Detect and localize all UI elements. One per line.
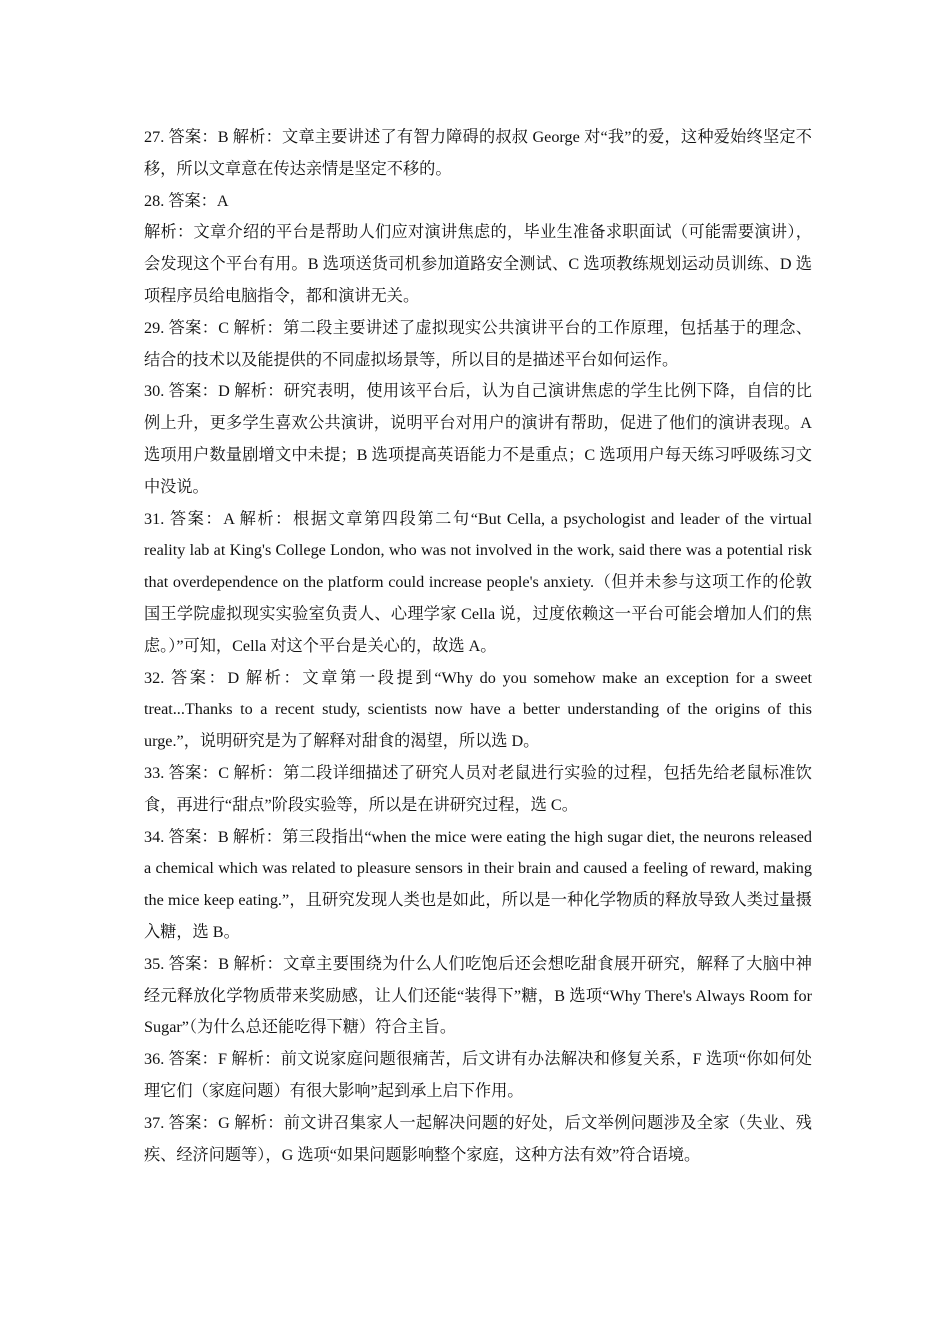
answer-34: 34. 答案：B 解析：第三段指出“when the mice were eating the high sugar diet, the neurons released a chemical which was related to pleasure sensors in their brain and caused a feeling of reward, making the mice keep eating.”，且研究发现人类也是如此，所以是一种化学物质的释放导致人类过量摄入糖，选 B。 bbox=[144, 827, 812, 941]
answer-28-explanation: 解析：文章介绍的平台是帮助人们应对演讲焦虑的，毕业生准备求职面试（可能需要演讲），会发现这个平台有用。B 选项送货司机参加道路安全测试、C 选项教练规划运动员训练、D 选项程序员给电脑指令，都和演讲无关。 bbox=[144, 223, 812, 305]
answer-35: 35. 答案：B 解析：文章主要围绕为什么人们吃饱后还会想吃甜食展开研究，解释了大脑中神经元释放化学物质带来奖励感，让人们还能“装得下”糖，B 选项“Why There's Always Room for Sugar”（为什么总还能吃得下糖）符合主旨。 bbox=[144, 954, 812, 1037]
answer-30: 30. 答案：D 解析：研究表明，使用该平台后，认为自己演讲焦虑的学生比例下降，自信的比例上升，更多学生喜欢公共演讲，说明平台对用户的演讲有帮助，促进了他们的演讲表现。A 选项用户数量剧增文中未提；B 选项提高英语能力不是重点；C 选项用户每天练习呼吸练习文中没说。 bbox=[144, 382, 812, 496]
answer-37: 37. 答案：G 解析：前文讲召集家人一起解决问题的好处，后文举例问题涉及全家（失业、残疾、经济问题等），G 选项“如果问题影响整个家庭，这种方法有效”符合语境。 bbox=[144, 1113, 812, 1164]
answer-27: 27. 答案：B 解析：文章主要讲述了有智力障碍的叔叔 George 对“我”的爱，这种爱始终坚定不移，所以文章意在传达亲情是坚定不移的。 bbox=[144, 128, 812, 178]
answer-36: 36. 答案：F 解析：前文说家庭问题很痛苦，后文讲有办法解决和修复关系，F 选项“你如何处理它们（家庭问题）有很大影响”起到承上启下作用。 bbox=[144, 1050, 812, 1100]
answer-explanations bbox=[144, 122, 812, 1171]
answer-29: 29. 答案：C 解析：第二段主要讲述了虚拟现实公共演讲平台的工作原理，包括基于的理念、结合的技术以及能提供的不同虚拟场景等，所以目的是描述平台如何运作。 bbox=[144, 318, 812, 369]
answer-33: 33. 答案：C 解析：第二段详细描述了研究人员对老鼠进行实验的过程，包括先给老鼠标准饮食，再进行“甜点”阶段实验等，所以是在讲研究过程，选 C。 bbox=[144, 763, 812, 814]
answer-31: 31. 答案：A 解析：根据文章第四段第二句“But Cella, a psychologist and leader of the virtual reality lab at King's College London, who was not involved in the work, said there was a potential risk that overdependence on the platform could increase people's anxiety.（但并未参与这项工作的伦敦国王学院虚拟现实实验室负责人、心理学家 Cella 说，过度依赖这一平台可能会增加人们的焦虑。）”可知，Cella 对这个平台是关心的，故选 A。 bbox=[144, 509, 812, 655]
answer-32: 32. 答案：D 解析：文章第一段提到“Why do you somehow make an exception for a sweet treat...Thanks to a recent study, scientists now have a better understanding of the origins of this urge.”，说明研究是为了解释对甜食的渴望，所以选 D。 bbox=[144, 668, 812, 751]
answer-28: 28. 答案：A bbox=[144, 191, 229, 210]
